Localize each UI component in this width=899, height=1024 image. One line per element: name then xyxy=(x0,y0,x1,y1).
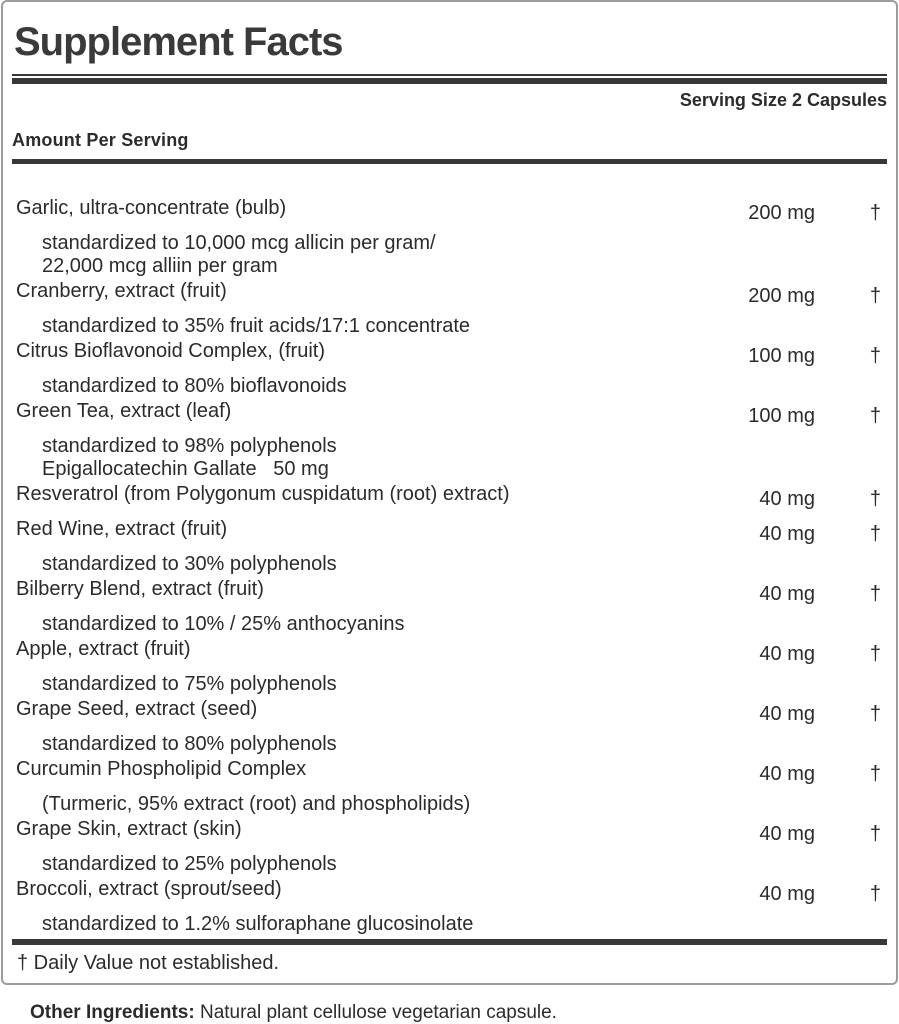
daily-value-dagger: † xyxy=(869,345,881,367)
ingredient-main-line xyxy=(16,758,887,785)
daily-value-dagger: † xyxy=(869,763,881,785)
ingredient-amount: 40 mg xyxy=(759,823,815,845)
ingredient-detail: (Turmeric, 95% extract (root) and phospholipids) xyxy=(42,793,471,815)
daily-value-dagger: † xyxy=(869,703,881,725)
ingredient-amount: 40 mg xyxy=(759,488,815,510)
title-divider-thick-bar xyxy=(12,78,887,84)
amount-per-serving-header: Amount Per Serving xyxy=(12,130,189,150)
ingredient-amount: 100 mg xyxy=(748,345,815,367)
ingredient-amount: 40 mg xyxy=(759,523,815,545)
ingredient-row xyxy=(16,578,887,636)
title-divider xyxy=(12,74,887,84)
ingredient-amount: 40 mg xyxy=(759,643,815,665)
panel-title: Supplement Facts xyxy=(14,20,343,64)
ingredient-main-line xyxy=(16,878,887,905)
ingredient-main-line xyxy=(16,698,887,725)
ingredient-name: Red Wine, extract (fruit) xyxy=(16,518,228,540)
other-ingredients xyxy=(30,1001,899,1024)
ingredient-detail: standardized to 10,000 mcg allicin per gram/ xyxy=(42,232,436,254)
daily-value-footnote: † Daily Value not established. xyxy=(17,952,280,974)
ingredient-amount: 200 mg xyxy=(748,202,815,224)
ingredient-detail: Epigallocatechin Gallate 50 mg xyxy=(42,458,329,480)
ingredient-amount: 40 mg xyxy=(759,763,815,785)
ingredient-row xyxy=(16,818,887,876)
ingredient-name: Cranberry, extract (fruit) xyxy=(16,280,227,302)
ingredient-amount: 40 mg xyxy=(759,703,815,725)
ingredient-main-line xyxy=(16,638,887,665)
ingredient-detail: standardized to 80% polyphenols xyxy=(42,733,337,755)
ingredient-list xyxy=(12,164,887,936)
daily-value-dagger: † xyxy=(869,202,881,224)
ingredient-row xyxy=(16,340,887,398)
ingredient-detail: 22,000 mcg alliin per gram xyxy=(42,255,278,277)
ingredient-name: Apple, extract (fruit) xyxy=(16,638,191,660)
daily-value-dagger: † xyxy=(869,523,881,545)
ingredient-row xyxy=(16,698,887,756)
ingredient-detail: standardized to 75% polyphenols xyxy=(42,673,337,695)
daily-value-dagger: † xyxy=(869,643,881,665)
serving-size: Serving Size 2 Capsules xyxy=(679,90,887,110)
ingredient-detail: standardized to 80% bioflavonoids xyxy=(42,375,347,397)
other-ingredients-text: Natural plant cellulose vegetarian capsule. xyxy=(194,1002,557,1023)
ingredient-amount: 100 mg xyxy=(748,405,815,427)
ingredient-detail: standardized to 30% polyphenols xyxy=(42,553,337,575)
ingredient-detail: standardized to 1.2% sulforaphane glucosinolate xyxy=(42,913,474,935)
ingredient-row xyxy=(16,518,887,576)
ingredient-main-line xyxy=(16,483,887,510)
daily-value-dagger: † xyxy=(869,405,881,427)
ingredient-main-line xyxy=(16,818,887,845)
supplement-facts-panel xyxy=(1,0,898,985)
ingredient-amount: 40 mg xyxy=(759,883,815,905)
daily-value-dagger: † xyxy=(869,823,881,845)
daily-value-dagger: † xyxy=(869,883,881,905)
ingredient-detail: standardized to 98% polyphenols xyxy=(42,435,337,457)
daily-value-dagger: † xyxy=(869,488,881,510)
ingredient-main-line xyxy=(16,340,887,367)
ingredient-row xyxy=(16,758,887,816)
daily-value-dagger: † xyxy=(869,285,881,307)
ingredient-main-line xyxy=(16,518,887,545)
ingredient-main-line xyxy=(16,400,887,427)
ingredient-name: Curcumin Phospholipid Complex xyxy=(16,758,307,780)
ingredient-detail: standardized to 10% / 25% anthocyanins xyxy=(42,613,405,635)
ingredient-row xyxy=(16,197,887,278)
ingredient-row xyxy=(16,878,887,936)
ingredient-row xyxy=(16,280,887,338)
ingredient-detail: standardized to 35% fruit acids/17:1 concentrate xyxy=(42,315,471,337)
ingredient-main-line xyxy=(16,280,887,307)
daily-value-dagger: † xyxy=(869,583,881,605)
ingredient-main-line xyxy=(16,578,887,605)
ingredient-name: Grape Skin, extract (skin) xyxy=(16,818,242,840)
ingredient-name: Garlic, ultra-concentrate (bulb) xyxy=(16,197,287,219)
ingredient-amount: 200 mg xyxy=(748,285,815,307)
ingredient-name: Green Tea, extract (leaf) xyxy=(16,400,232,422)
ingredient-name: Resveratrol (from Polygonum cuspidatum (root) extract) xyxy=(16,483,510,505)
ingredient-name: Broccoli, extract (sprout/seed) xyxy=(16,878,282,900)
ingredient-row xyxy=(16,638,887,696)
ingredient-name: Citrus Bioflavonoid Complex, (fruit) xyxy=(16,340,325,362)
ingredient-main-line xyxy=(16,197,887,224)
ingredient-detail: standardized to 25% polyphenols xyxy=(42,853,337,875)
ingredient-row xyxy=(16,400,887,481)
other-ingredients-label: Other Ingredients: xyxy=(30,1002,195,1023)
ingredient-name: Grape Seed, extract (seed) xyxy=(16,698,258,720)
ingredient-row xyxy=(16,483,887,510)
ingredient-amount: 40 mg xyxy=(759,583,815,605)
ingredient-name: Bilberry Blend, extract (fruit) xyxy=(16,578,264,600)
